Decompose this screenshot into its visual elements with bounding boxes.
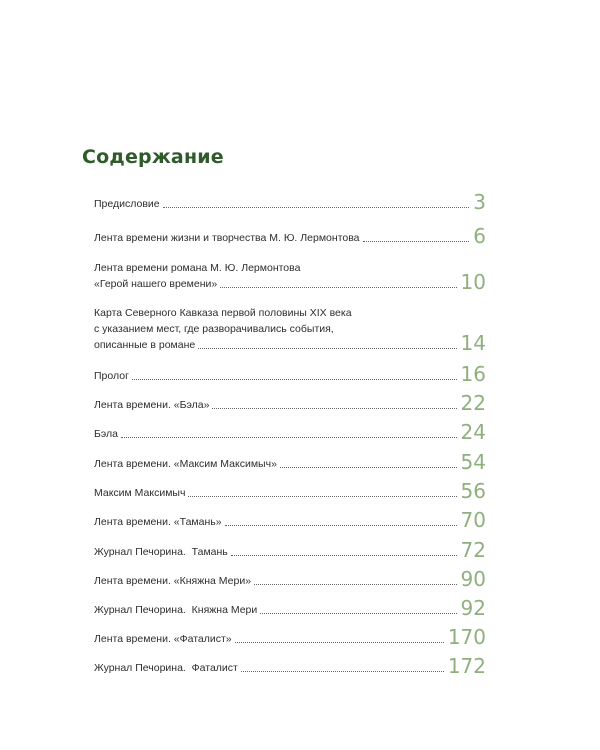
toc-leader-dots	[225, 524, 457, 526]
toc-entry-label: Карта Северного Кавказа первой половины XIX века	[94, 307, 352, 319]
toc-leader-dots	[254, 583, 456, 585]
contents-title: Содержание	[82, 146, 224, 168]
toc-page-number: 3	[473, 190, 486, 214]
toc-leader-dots	[260, 612, 456, 614]
toc-entry-label: описанные в романе	[94, 339, 196, 351]
toc-entry-label: Лента времени. «Фаталист»	[94, 633, 232, 645]
toc-leader-dots	[198, 347, 456, 349]
toc-entry-prologue[interactable]	[94, 364, 486, 384]
toc-leader-dots	[163, 206, 470, 208]
toc-entry-maksim[interactable]	[94, 481, 486, 501]
toc-page-number: 54	[460, 450, 486, 474]
toc-entry-label: Лента времени жизни и творчества М. Ю. Лермонтова	[94, 232, 360, 244]
toc-entry-label: Лента времени. «Бэла»	[94, 399, 210, 411]
toc-page-number: 16	[460, 362, 486, 386]
toc-entry-fatalist[interactable]	[94, 656, 486, 676]
toc-entry-taman-timeline[interactable]	[94, 510, 486, 530]
toc-page-number: 14	[460, 331, 486, 355]
toc-leader-dots	[121, 436, 457, 438]
toc-page-number: 10	[460, 270, 486, 294]
toc-entry-label: Максим Максимыч	[94, 487, 186, 499]
toc-leader-dots	[363, 240, 470, 242]
toc-leader-dots	[132, 378, 457, 380]
toc-entry-novel-timeline[interactable]	[94, 260, 486, 292]
toc-entry-label: Предисловие	[94, 198, 160, 210]
toc-entry-preface[interactable]	[94, 192, 486, 212]
toc-page-number: 172	[447, 654, 486, 678]
toc-page-number: 170	[447, 625, 486, 649]
toc-leader-dots	[212, 407, 456, 409]
toc-page-number: 22	[460, 391, 486, 415]
toc-page-number: 70	[460, 508, 486, 532]
toc-entry-label: Лента времени романа М. Ю. Лермонтова	[94, 262, 301, 274]
toc-entry-mary[interactable]	[94, 598, 486, 618]
toc-entry-label: Бэла	[94, 428, 118, 440]
toc-leader-dots	[231, 554, 457, 556]
toc-page-number: 56	[460, 479, 486, 503]
toc-entry-label: Пролог	[94, 370, 129, 382]
toc-leader-dots	[188, 495, 456, 497]
toc-entry-label: с указанием мест, где разворачивались события,	[94, 323, 334, 335]
toc-entry-label: Лента времени. «Максим Максимыч»	[94, 458, 277, 470]
toc-entry-label: «Герой нашего времени»	[94, 278, 218, 290]
toc-entry-fatalist-timeline[interactable]	[94, 627, 486, 647]
toc-leader-dots	[280, 466, 457, 468]
toc-page-number: 92	[460, 596, 486, 620]
toc-entry-lifeline[interactable]	[94, 226, 486, 246]
toc-entry-mary-timeline[interactable]	[94, 569, 486, 589]
toc-page-number: 24	[460, 420, 486, 444]
toc-entry-bela-timeline[interactable]	[94, 393, 486, 413]
toc-leader-dots	[220, 286, 456, 288]
toc-entry-label: Журнал Печорина. Княжна Мери	[94, 604, 258, 616]
toc-entry-label: Лента времени. «Княжна Мери»	[94, 575, 252, 587]
toc-entry-map[interactable]	[94, 305, 486, 353]
toc-leader-dots	[235, 641, 444, 643]
toc-page-number: 90	[460, 567, 486, 591]
toc-leader-dots	[241, 670, 444, 672]
toc-page-number: 72	[460, 538, 486, 562]
toc-entry-taman[interactable]	[94, 540, 486, 560]
toc-entry-label: Журнал Печорина. Фаталист	[94, 662, 238, 674]
toc-entry-label: Журнал Печорина. Тамань	[94, 546, 228, 558]
toc-page-number: 6	[473, 224, 486, 248]
toc-entry-bela[interactable]	[94, 422, 486, 442]
toc-entry-maksim-timeline[interactable]	[94, 452, 486, 472]
toc-entry-label: Лента времени. «Тамань»	[94, 516, 222, 528]
